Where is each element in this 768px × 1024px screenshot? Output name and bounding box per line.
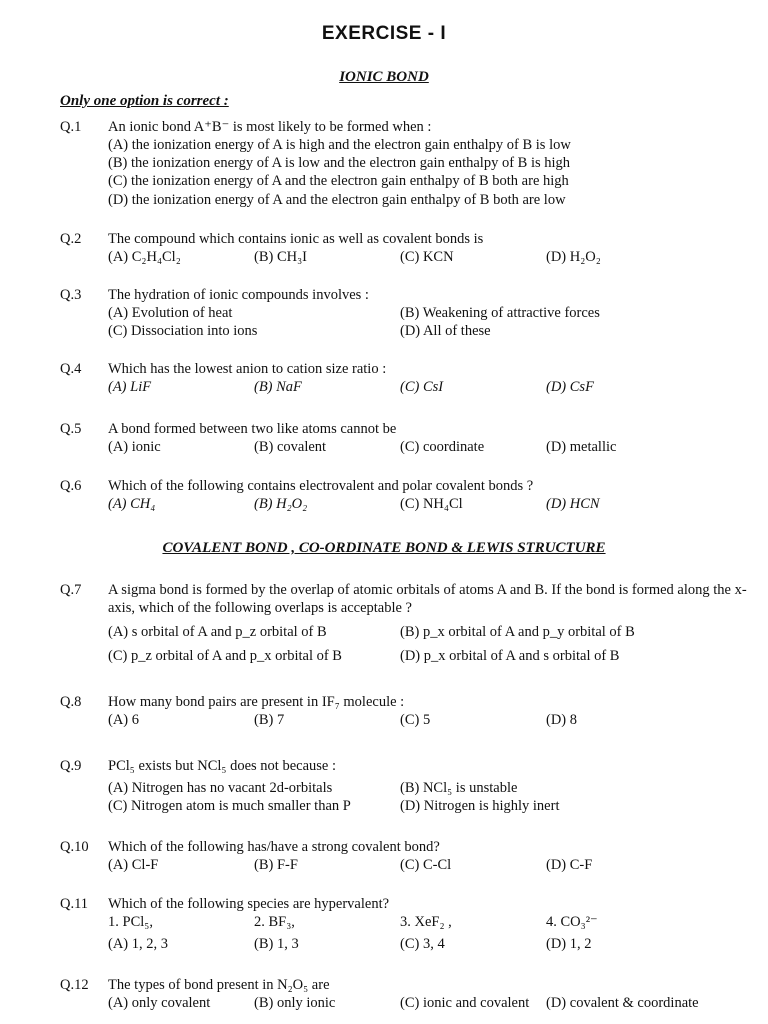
- option-c: (C) NH₄Cl: [400, 496, 463, 513]
- question-stem: How many bond pairs are present in IF₇ molecule :: [108, 694, 405, 710]
- option-d: (D) covalent & coordinate: [546, 995, 699, 1012]
- question-2: [60, 230, 740, 266]
- option-c: (C) p_z orbital of A and p_x orbital of B: [108, 648, 342, 665]
- option-c: (C) KCN: [400, 249, 454, 266]
- question-number: Q.7: [60, 582, 82, 598]
- question-stem: Which of the following species are hypervalent?: [108, 896, 390, 912]
- option-d: (D) the ionization energy of A and the electron gain enthalpy of B both are low: [108, 191, 566, 208]
- option-c: (C) 3, 4: [400, 936, 445, 953]
- option-a: (A) Nitrogen has no vacant 2d-orbitals: [108, 780, 333, 797]
- option-c: (C) 5: [400, 712, 431, 729]
- option-a: (A) 1, 2, 3: [108, 936, 169, 953]
- option-b: (B) Weakening of attractive forces: [400, 305, 600, 322]
- option-a: (A) C₂H₄Cl₂: [108, 249, 181, 266]
- option-b: (B) the ionization energy of A is low and the electron gain enthalpy of B is high: [108, 155, 571, 172]
- question-4: [60, 360, 740, 396]
- question-12: [60, 976, 740, 1012]
- option-b: (B) 7: [254, 712, 285, 729]
- question-stem: A sigma bond is formed by the overlap of atomic orbitals of atoms A and B. If the bond is formed along the x-axis, which of the following overlaps is acceptable ?: [108, 582, 747, 617]
- question-number: Q.8: [60, 694, 82, 710]
- option-d: (D) C-F: [546, 857, 593, 874]
- question-10: [60, 838, 740, 874]
- option-a: (A) ionic: [108, 439, 161, 456]
- question-stem: The compound which contains ionic as well as covalent bonds is: [108, 231, 484, 247]
- item-2: 2. BF₃,: [254, 914, 295, 931]
- option-a: (A) s orbital of A and p_z orbital of B: [108, 624, 327, 641]
- option-b: (B) CH₃I: [254, 249, 307, 266]
- option-d: (D) Nitrogen is highly inert: [400, 798, 560, 815]
- option-b: (B) F-F: [254, 857, 298, 874]
- option-d: (D) p_x orbital of A and s orbital of B: [400, 648, 620, 665]
- option-b: (B) only ionic: [254, 995, 336, 1012]
- question-number: Q.4: [60, 361, 82, 377]
- question-stem: The hydration of ionic compounds involves :: [108, 287, 369, 303]
- question-number: Q.12: [60, 977, 89, 993]
- question-9: [60, 757, 740, 815]
- instruction-text: Only one option is correct :: [60, 93, 229, 109]
- question-1: [60, 118, 740, 209]
- item-1: 1. PCl₅,: [108, 914, 153, 931]
- question-stem: PCl₅ exists but NCl₅ does not because :: [108, 758, 336, 774]
- option-b: (B) NCl₅ is unstable: [400, 780, 518, 797]
- option-a: (A) the ionization energy of A is high and the electron gain enthalpy of B is low: [108, 137, 571, 154]
- option-c: (C) ionic and covalent: [400, 995, 530, 1012]
- option-d: (D) All of these: [400, 323, 491, 340]
- option-c: (C) the ionization energy of A and the electron gain enthalpy of B both are high: [108, 173, 569, 190]
- option-a: (A) LiF: [108, 379, 152, 396]
- option-c: (C) Dissociation into ions: [108, 323, 258, 340]
- question-number: Q.1: [60, 119, 82, 135]
- option-d: (D) H₂O₂: [546, 249, 601, 266]
- question-number: Q.3: [60, 287, 82, 303]
- question-5: [60, 420, 740, 456]
- question-number: Q.2: [60, 231, 82, 247]
- question-stem: An ionic bond A⁺B⁻ is most likely to be formed when :: [108, 119, 432, 135]
- question-3: [60, 286, 740, 340]
- option-d: (D) CsF: [546, 379, 594, 396]
- option-c: (C) CsI: [400, 379, 444, 396]
- option-d: (D) metallic: [546, 439, 617, 456]
- option-d: (D) 8: [546, 712, 578, 729]
- question-number: Q.6: [60, 478, 82, 494]
- question-stem: A bond formed between two like atoms cannot be: [108, 421, 397, 437]
- section-heading-covalent: COVALENT BOND , CO-ORDINATE BOND & LEWIS STRUCTURE: [162, 540, 606, 556]
- option-d: (D) HCN: [546, 496, 600, 513]
- question-number: Q.9: [60, 758, 82, 774]
- option-a: (A) 6: [108, 712, 140, 729]
- option-c: (C) coordinate: [400, 439, 485, 456]
- option-a: (A) Cl-F: [108, 857, 159, 874]
- option-a: (A) Evolution of heat: [108, 305, 233, 322]
- option-b: (B) NaF: [254, 379, 302, 396]
- page-title: EXERCISE - I: [321, 23, 447, 44]
- item-3: 3. XeF₂ ,: [400, 914, 452, 931]
- option-c: (C) Nitrogen atom is much smaller than P: [108, 798, 351, 815]
- question-number: Q.5: [60, 421, 82, 437]
- question-stem: Which has the lowest anion to cation size ratio :: [108, 361, 387, 377]
- section-heading-ionic: IONIC BOND: [339, 69, 429, 85]
- question-stem: Which of the following has/have a strong covalent bond?: [108, 839, 440, 855]
- option-a: (A) only covalent: [108, 995, 211, 1012]
- option-d: (D) 1, 2: [546, 936, 592, 953]
- question-6: [60, 477, 740, 513]
- option-b: (B) H₂O₂: [254, 496, 308, 513]
- item-4: 4. CO₃²⁻: [546, 914, 598, 931]
- option-c: (C) C-Cl: [400, 857, 452, 874]
- question-11: [60, 895, 740, 953]
- question-stem: Which of the following contains electrovalent and polar covalent bonds ?: [108, 478, 534, 494]
- question-7: [60, 581, 747, 666]
- option-b: (B) 1, 3: [254, 936, 299, 953]
- question-number: Q.10: [60, 839, 89, 855]
- question-stem: The types of bond present in N₂O₅ are: [108, 977, 330, 993]
- question-8: [60, 693, 740, 729]
- option-b: (B) covalent: [254, 439, 327, 456]
- option-a: (A) CH₄: [108, 496, 156, 513]
- option-b: (B) p_x orbital of A and p_y orbital of B: [400, 624, 635, 641]
- question-number: Q.11: [60, 896, 89, 912]
